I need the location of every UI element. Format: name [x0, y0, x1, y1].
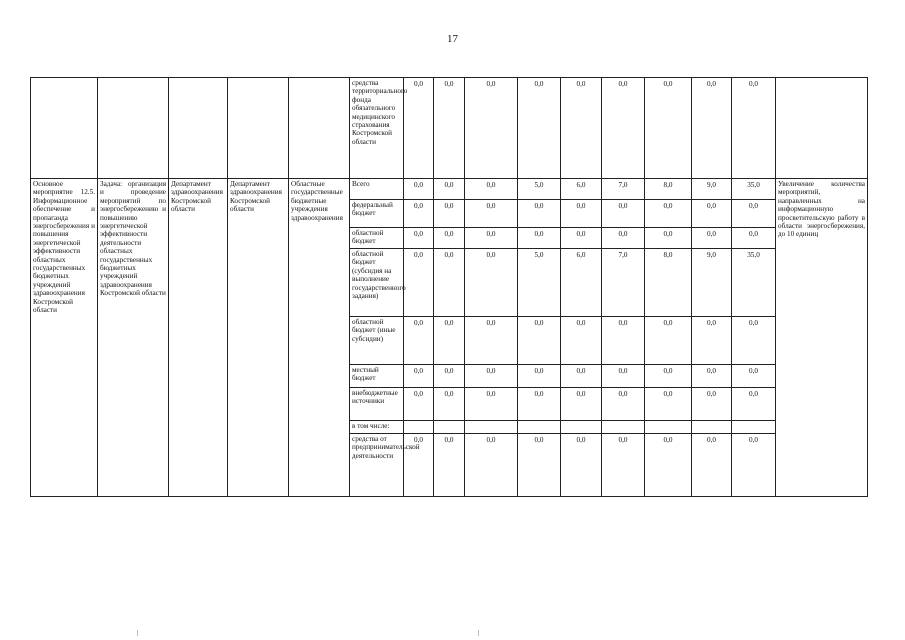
- value-cell: 0,0: [692, 228, 732, 249]
- value-cell: 0,0: [465, 388, 518, 421]
- value-cell: 0,0: [465, 228, 518, 249]
- value-cell: 0,0: [692, 365, 732, 388]
- value-cell: 0,0: [602, 228, 645, 249]
- activity-result-cell: Увеличение количества мероприятий, направленных на информационную просветительскую работу в области энергосбережения, до 10 единиц: [776, 179, 868, 497]
- value-cell: 0,0: [645, 78, 692, 179]
- value-cell: 35,0: [732, 179, 776, 200]
- value-cell: 0,0: [732, 388, 776, 421]
- value-cell: 9,0: [692, 249, 732, 317]
- value-cell: 0,0: [404, 249, 434, 317]
- value-cell: 0,0: [434, 249, 465, 317]
- value-cell: 0,0: [434, 317, 465, 365]
- value-cell: [692, 421, 732, 434]
- value-cell: 0,0: [645, 388, 692, 421]
- activity-responsible-cell: Департамент здравоохранения Костромской области: [169, 179, 228, 497]
- table-row: [31, 78, 868, 179]
- value-cell: 0,0: [404, 200, 434, 228]
- value-cell: 0,0: [404, 434, 434, 497]
- funding-source-cell: федеральный бюджет: [350, 200, 404, 228]
- value-cell: 0,0: [465, 434, 518, 497]
- value-cell: 0,0: [732, 317, 776, 365]
- value-cell: 0,0: [518, 388, 561, 421]
- value-cell: 0,0: [602, 78, 645, 179]
- table-body: [31, 78, 868, 497]
- value-cell: 0,0: [645, 365, 692, 388]
- value-cell: 0,0: [434, 200, 465, 228]
- value-cell: 0,0: [465, 200, 518, 228]
- value-cell: 7,0: [602, 179, 645, 200]
- value-cell: 0,0: [518, 200, 561, 228]
- funding-source-cell: областной бюджет (иные субсидии): [350, 317, 404, 365]
- value-cell: 0,0: [465, 78, 518, 179]
- funding-source-cell: средства от предпринимательской деятельности: [350, 434, 404, 497]
- table-row: [31, 179, 868, 200]
- empty-cell: [98, 78, 169, 179]
- value-cell: [518, 421, 561, 434]
- value-cell: 0,0: [434, 434, 465, 497]
- funding-source-cell: средства территориального фонда обязательного медицинского страхования Костромской области: [350, 78, 404, 179]
- value-cell: 0,0: [561, 317, 602, 365]
- program-table: [30, 77, 868, 497]
- value-cell: 0,0: [732, 434, 776, 497]
- value-cell: 0,0: [692, 200, 732, 228]
- empty-cell: [31, 78, 98, 179]
- activity-task-cell: Задача: организация и проведение мероприятий по энергосбережению и повышению энергетической эффективности деятельности областных государственных бюджетных учреждений здравоохранения Костромской области: [98, 179, 169, 497]
- value-cell: 0,0: [561, 200, 602, 228]
- value-cell: 0,0: [404, 317, 434, 365]
- value-cell: 0,0: [645, 200, 692, 228]
- value-cell: [645, 421, 692, 434]
- value-cell: 8,0: [645, 179, 692, 200]
- page-number: 17: [447, 33, 458, 45]
- value-cell: 0,0: [692, 388, 732, 421]
- value-cell: 0,0: [561, 388, 602, 421]
- activity-coexecutor-cell: Департамент здравоохранения Костромской области: [228, 179, 289, 497]
- value-cell: [561, 421, 602, 434]
- value-cell: 0,0: [602, 388, 645, 421]
- funding-source-cell: областной бюджет (субсидия на выполнение государственного задания): [350, 249, 404, 317]
- value-cell: 0,0: [561, 434, 602, 497]
- value-cell: 0,0: [518, 228, 561, 249]
- empty-cell: [228, 78, 289, 179]
- empty-cell: [289, 78, 350, 179]
- value-cell: [732, 421, 776, 434]
- value-cell: 0,0: [465, 249, 518, 317]
- value-cell: 0,0: [732, 365, 776, 388]
- empty-cell: [776, 78, 868, 179]
- value-cell: 0,0: [465, 179, 518, 200]
- value-cell: 35,0: [732, 249, 776, 317]
- value-cell: 0,0: [434, 228, 465, 249]
- value-cell: 0,0: [404, 228, 434, 249]
- value-cell: 0,0: [602, 200, 645, 228]
- value-cell: 0,0: [602, 434, 645, 497]
- scan-mark: [478, 630, 479, 636]
- value-cell: 0,0: [732, 200, 776, 228]
- value-cell: 0,0: [602, 317, 645, 365]
- value-cell: 0,0: [404, 78, 434, 179]
- value-cell: 0,0: [692, 317, 732, 365]
- funding-source-cell: внебюджетные источники: [350, 388, 404, 421]
- value-cell: 6,0: [561, 179, 602, 200]
- funding-source-cell: областной бюджет: [350, 228, 404, 249]
- value-cell: 0,0: [404, 179, 434, 200]
- value-cell: 0,0: [404, 388, 434, 421]
- funding-source-cell: Всего: [350, 179, 404, 200]
- value-cell: 0,0: [465, 365, 518, 388]
- value-cell: 0,0: [465, 317, 518, 365]
- funding-source-cell: местный бюджет: [350, 365, 404, 388]
- value-cell: 0,0: [518, 317, 561, 365]
- value-cell: 8,0: [645, 249, 692, 317]
- value-cell: 5,0: [518, 249, 561, 317]
- value-cell: 0,0: [434, 388, 465, 421]
- value-cell: 7,0: [602, 249, 645, 317]
- value-cell: 0,0: [732, 228, 776, 249]
- value-cell: 0,0: [645, 434, 692, 497]
- value-cell: 0,0: [645, 228, 692, 249]
- value-cell: 6,0: [561, 249, 602, 317]
- value-cell: 0,0: [602, 365, 645, 388]
- scan-mark: [137, 630, 138, 636]
- value-cell: 0,0: [434, 179, 465, 200]
- funding-source-cell: в том числе:: [350, 421, 404, 434]
- value-cell: 9,0: [692, 179, 732, 200]
- value-cell: [434, 421, 465, 434]
- value-cell: 5,0: [518, 179, 561, 200]
- value-cell: [465, 421, 518, 434]
- value-cell: 0,0: [518, 365, 561, 388]
- value-cell: 0,0: [561, 228, 602, 249]
- value-cell: 0,0: [518, 78, 561, 179]
- value-cell: 0,0: [692, 434, 732, 497]
- value-cell: 0,0: [561, 365, 602, 388]
- empty-cell: [169, 78, 228, 179]
- value-cell: 0,0: [645, 317, 692, 365]
- value-cell: 0,0: [434, 78, 465, 179]
- value-cell: 0,0: [404, 365, 434, 388]
- activity-participants-cell: Областные государственные бюджетные учреждения здравоохранения: [289, 179, 350, 497]
- activity-name-cell: Основное мероприятие 12.5. Информационное обеспечение и пропаганда энергосбережения и повышения энергетической эффективности областных государственных бюджетных учреждений здравоохранения Костромской области: [31, 179, 98, 497]
- value-cell: 0,0: [732, 78, 776, 179]
- value-cell: [404, 421, 434, 434]
- value-cell: [602, 421, 645, 434]
- value-cell: 0,0: [434, 365, 465, 388]
- value-cell: 0,0: [518, 434, 561, 497]
- value-cell: 0,0: [692, 78, 732, 179]
- value-cell: 0,0: [561, 78, 602, 179]
